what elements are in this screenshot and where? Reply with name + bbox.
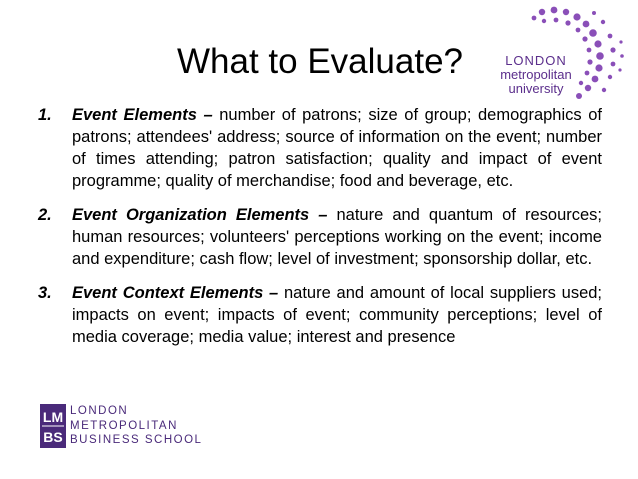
item-heading: Event Context Elements – [72, 284, 279, 302]
item-heading: Event Elements – [72, 106, 213, 124]
business-school-line1: LONDON [70, 405, 129, 417]
university-logo-line3: university [508, 81, 564, 96]
svg-text:LM: LM [42, 409, 64, 425]
business-school-line2: METROPOLITAN [70, 419, 178, 432]
list-item [38, 104, 602, 192]
item-number: 1. [38, 106, 52, 124]
university-logo [482, 6, 632, 110]
university-logo-line2: metropolitan [500, 67, 572, 82]
list-item [38, 282, 602, 348]
lmbs-mark-icon [40, 404, 66, 448]
slide-title: What to Evaluate? [177, 42, 463, 81]
business-school-line3: BUSINESS SCHOOL [70, 434, 203, 446]
business-school-logo [40, 404, 240, 450]
university-logo-text [490, 54, 582, 96]
university-logo-line1: LONDON [505, 53, 567, 68]
item-heading: Event Organization Elements – [72, 206, 328, 224]
svg-text:BS: BS [43, 429, 63, 445]
item-text: nature and quantum of resources; human resources; volunteers' perceptions working on the event; income and expenditure; cash flow; level of investment; sponsorship dollar, etc. [72, 206, 602, 268]
business-school-logo-text [70, 404, 202, 448]
item-number: 2. [38, 206, 52, 224]
item-text: number of patrons; size of group; demographics of patrons; attendees' address; source of information on the event; number of times attending; patron satisfaction; quality and impact of event programme; quality of merchandise; food and beverage, etc. [72, 106, 602, 190]
item-text: nature and amount of local suppliers used; impacts on event; impacts of event; community perceptions; level of media coverage; media value; interest and presence [72, 284, 603, 346]
list-item [38, 204, 602, 270]
evaluation-list [38, 104, 602, 360]
item-number: 3. [38, 284, 52, 302]
